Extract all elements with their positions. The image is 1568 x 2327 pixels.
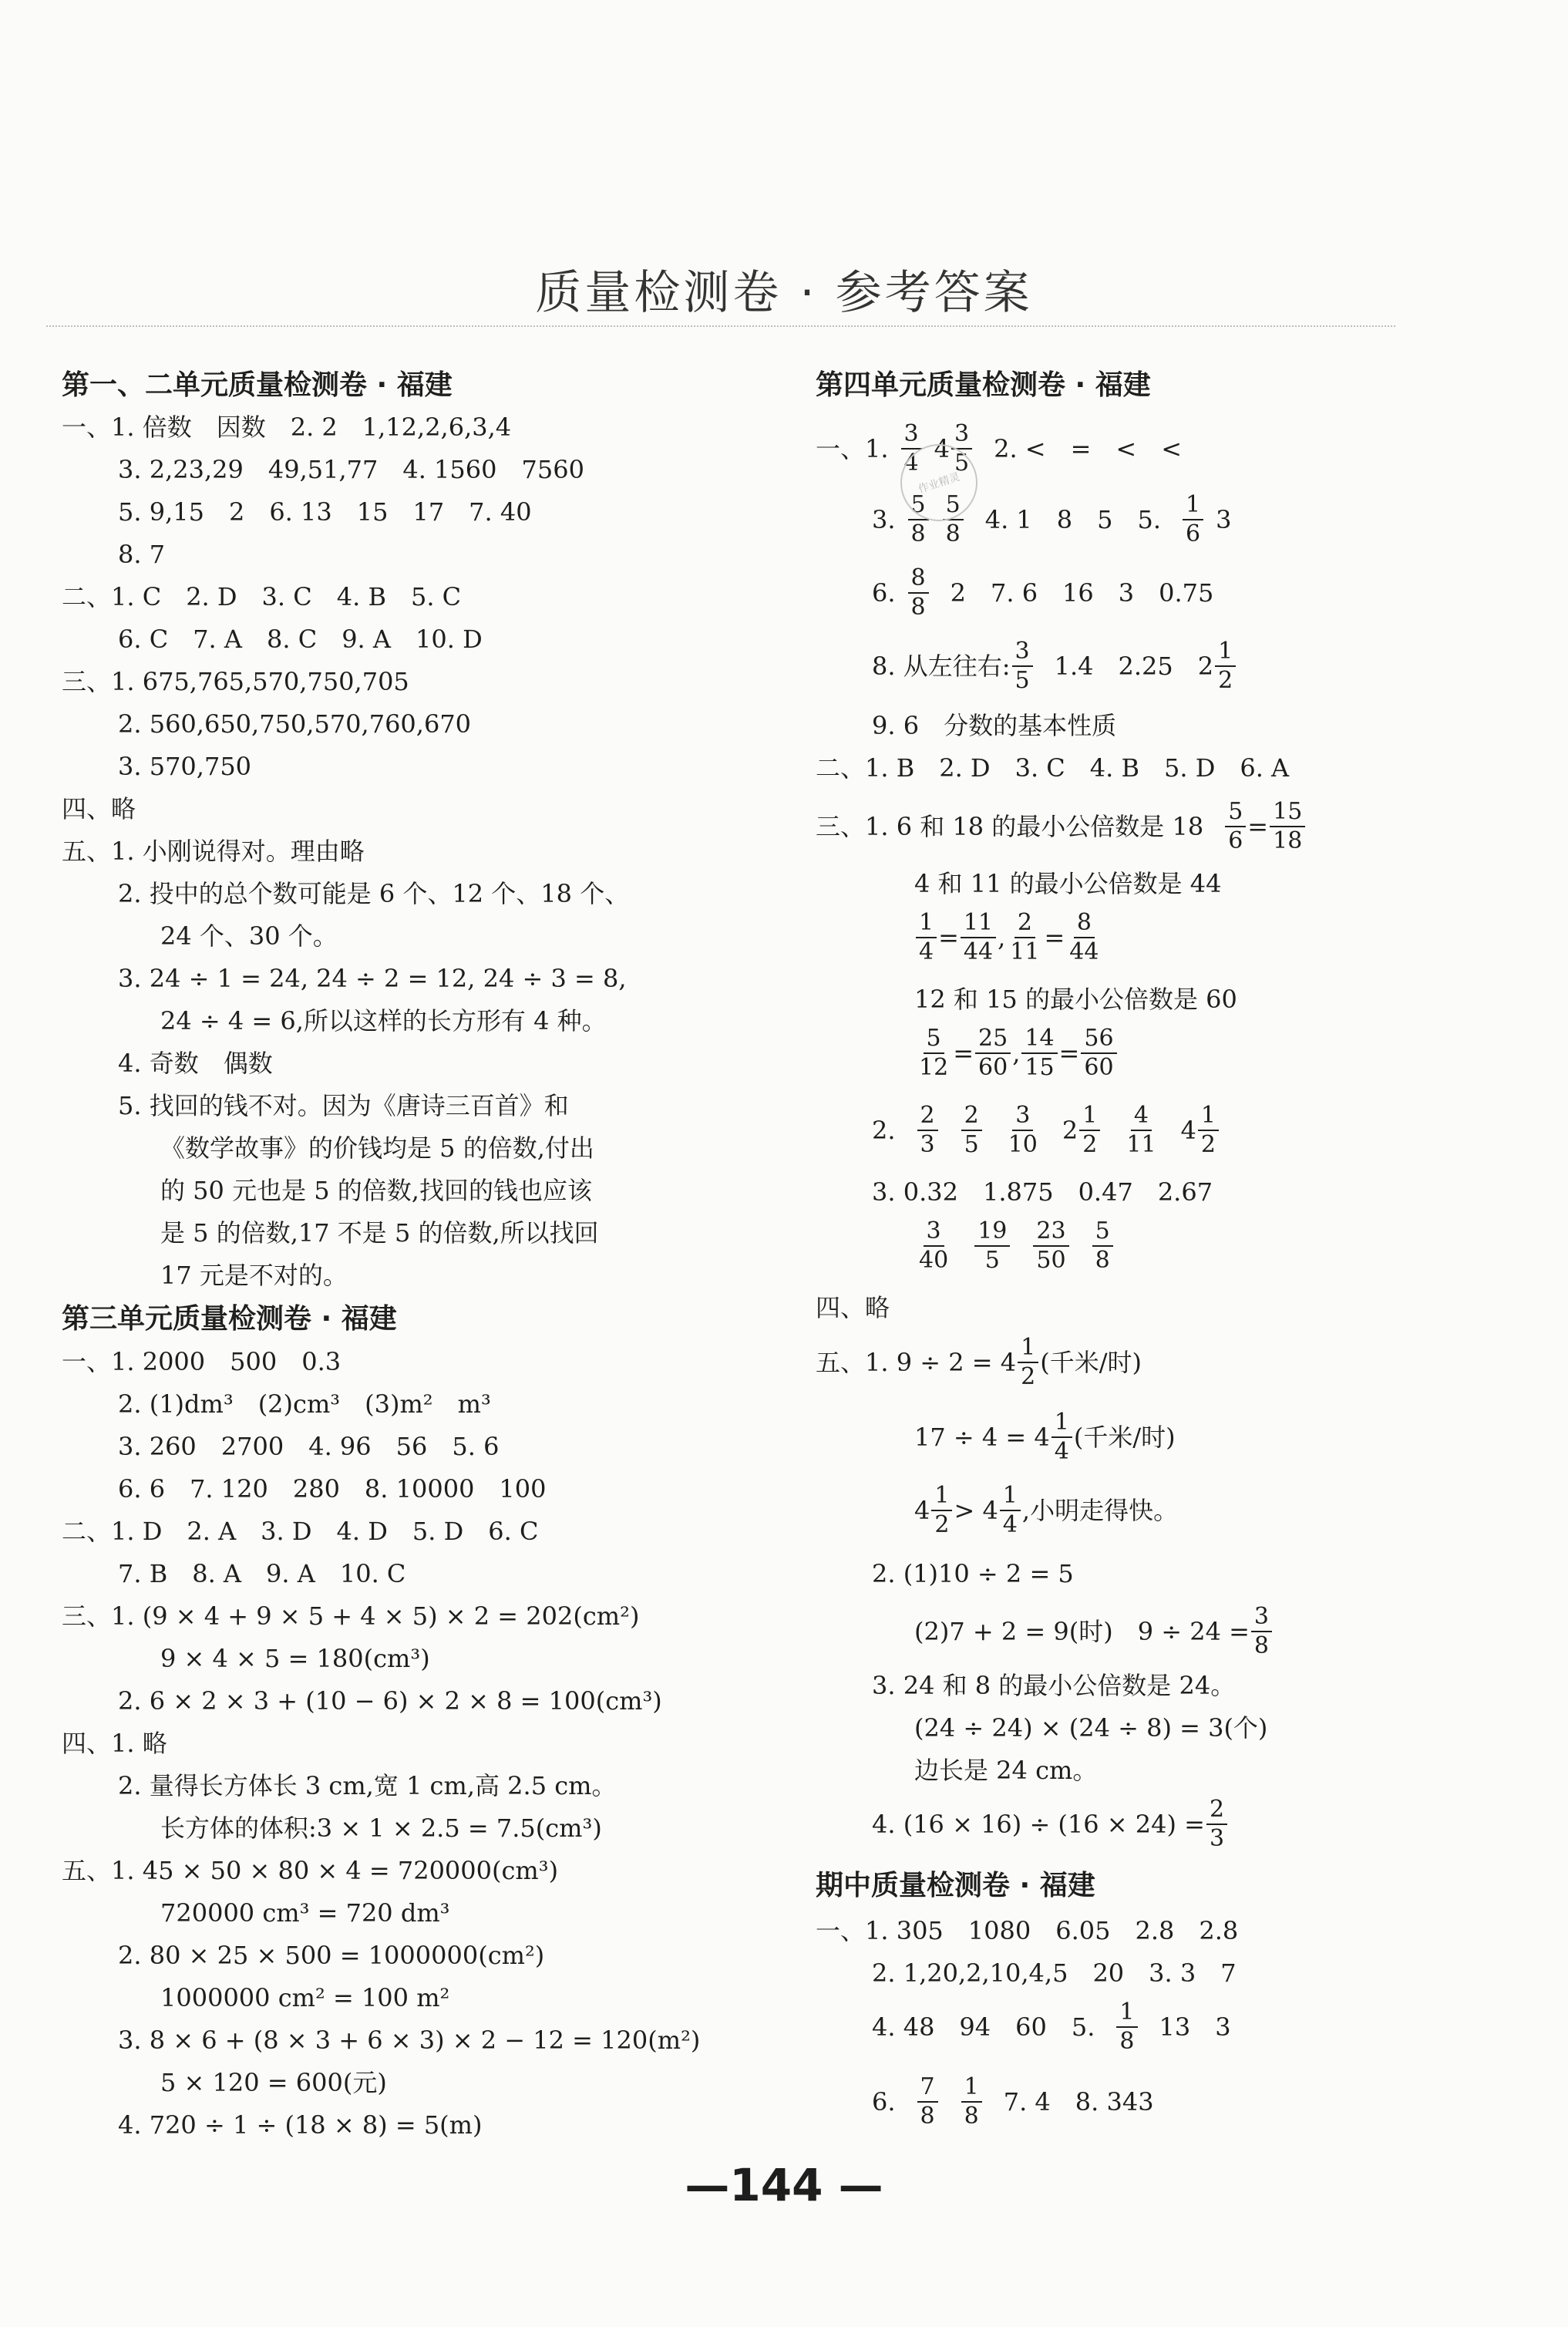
whole-part: 4 bbox=[914, 1496, 930, 1525]
answer-text: 1.4 2.25 2 bbox=[1054, 652, 1214, 681]
answer-line: 2. (1)dm³ (2)cm³ (3)m² m³ bbox=[118, 1389, 491, 1419]
answer-line: 3. 8 × 6 + (8 × 3 + 6 × 3) × 2 − 12 = 120(m²) bbox=[118, 2026, 701, 2055]
fraction: 3 10 bbox=[1008, 1102, 1038, 1158]
answer-line bbox=[872, 564, 1214, 621]
fraction: $\frac{56}{60}$ bbox=[1081, 1027, 1116, 1079]
answer-line: 是 5 的倍数,17 不是 5 的倍数,所以找回 bbox=[160, 1218, 599, 1248]
fraction: 1 2 bbox=[1198, 1104, 1219, 1157]
fraction: 1 2 bbox=[1079, 1104, 1100, 1157]
answer-line: 五、1. 小刚说得对。理由略 bbox=[62, 837, 365, 866]
item-number: 6. bbox=[872, 2087, 896, 2117]
answer-line bbox=[872, 1104, 1220, 1157]
answer-line: 一、1. 2000 500 0.3 bbox=[62, 1347, 342, 1376]
watermark-stamp: 作业精灵 bbox=[890, 434, 988, 531]
fraction: 7 8 bbox=[917, 2076, 938, 2128]
fraction: 3 5 bbox=[1012, 640, 1033, 692]
answer-line: 2. (1)10 ÷ 2 = 5 bbox=[872, 1559, 1074, 1588]
section-heading: 第三单元质量检测卷 · 福建 bbox=[62, 1303, 397, 1335]
item-number: 一、1. bbox=[816, 434, 889, 463]
fraction: $\frac{8}{44}$ bbox=[1069, 909, 1099, 965]
answer-line: 二、1. C 2. D 3. C 4. B 5. C bbox=[62, 582, 462, 611]
answer-text: 三、1. 6 和 18 的最小公倍数是 18 bbox=[816, 812, 1204, 841]
answer-line: 边长是 24 cm。 bbox=[914, 1756, 1098, 1785]
fraction: $\frac{14}{15}$ bbox=[1021, 1027, 1057, 1079]
fraction: 3 40 bbox=[919, 1217, 949, 1274]
fraction: 1 8 bbox=[961, 2076, 982, 2128]
answer-text: 2. < = < < bbox=[994, 434, 1183, 463]
equals-sign: = bbox=[1044, 923, 1065, 952]
answer-line: 2. 560,650,750,570,760,670 bbox=[118, 709, 472, 739]
answer-line: 三、1. (9 × 4 + 9 × 5 + 4 × 5) × 2 = 202(cm²) bbox=[62, 1601, 640, 1631]
section-heading: 期中质量检测卷 · 福建 bbox=[816, 1870, 1095, 1901]
fraction: 1 8 bbox=[1116, 2001, 1137, 2053]
page-number: —144 — bbox=[685, 2159, 883, 2211]
answer-line bbox=[914, 1484, 1178, 1537]
fraction: 3 5 bbox=[951, 423, 972, 475]
fraction: 5 8 bbox=[1092, 1220, 1113, 1272]
answer-line: 12 和 15 的最小公倍数是 60 bbox=[914, 985, 1237, 1014]
answer-line: 3. 24 ÷ 1 = 24, 24 ÷ 2 = 12, 24 ÷ 3 = 8, bbox=[118, 964, 627, 993]
whole-part: 2 bbox=[1062, 1116, 1078, 1145]
fraction: 4 11 bbox=[1126, 1102, 1156, 1158]
fraction: $\frac{5}{12}$ bbox=[919, 1025, 949, 1081]
fraction: $\frac{25}{60}$ bbox=[975, 1027, 1011, 1079]
page-title: 质量检测卷 · 参考答案 bbox=[535, 266, 1033, 320]
answer-text: > 4 bbox=[954, 1496, 998, 1525]
answer-line: 3. 2,23,29 49,51,77 4. 1560 7560 bbox=[118, 455, 584, 484]
answer-line: 1000000 cm² = 100 m² bbox=[160, 1983, 450, 2012]
equals-sign: = bbox=[953, 1039, 974, 1068]
fraction: $\frac{11}{44}$ bbox=[961, 911, 996, 964]
answer-line: (24 ÷ 24) × (24 ÷ 8) = 3(个) bbox=[914, 1713, 1268, 1743]
fraction: 1 6 bbox=[1183, 493, 1203, 546]
answer-line bbox=[914, 1217, 1115, 1274]
answer-line: 四、略 bbox=[62, 794, 136, 823]
separator: , bbox=[1012, 1039, 1021, 1068]
answer-line: 2. 量得长方体长 3 cm,宽 1 cm,高 2.5 cm。 bbox=[118, 1771, 617, 1800]
answer-text: 13 3 bbox=[1159, 2012, 1231, 2042]
whole-part: 4 bbox=[1180, 1116, 1196, 1145]
answer-text: 五、1. 9 ÷ 2 = 4 bbox=[816, 1348, 1017, 1377]
answer-line: 720000 cm³ = 720 dm³ bbox=[160, 1898, 450, 1928]
fraction: $\frac{5}{6}$ bbox=[1225, 800, 1246, 853]
fraction: 1 2 bbox=[931, 1484, 952, 1537]
answer-text: 3 bbox=[1216, 505, 1232, 534]
answer-line: 一、1. 倍数 因数 2. 2 1,12,2,6,3,4 bbox=[62, 413, 512, 442]
item-number: 3. bbox=[872, 505, 896, 534]
answer-line: 5. 找回的钱不对。因为《唐诗三百首》和 bbox=[118, 1091, 569, 1120]
answer-line: 6. C 7. A 8. C 9. A 10. D bbox=[118, 625, 483, 654]
answer-line: 24 个、30 个。 bbox=[160, 921, 338, 951]
answer-line bbox=[816, 1336, 1142, 1389]
answer-line: 2. 1,20,2,10,4,5 20 3. 3 7 bbox=[872, 1958, 1237, 1988]
answer-line: 3. 0.32 1.875 0.47 2.67 bbox=[872, 1177, 1213, 1207]
answer-line bbox=[914, 1605, 1274, 1658]
answer-line: 3. 260 2700 4. 96 56 5. 6 bbox=[118, 1432, 500, 1461]
answer-line: 4. 奇数 偶数 bbox=[118, 1049, 273, 1078]
answer-line: 9. 6 分数的基本性质 bbox=[872, 711, 1117, 740]
answer-line: 长方体的体积:3 × 1 × 2.5 = 7.5(cm³) bbox=[160, 1813, 602, 1843]
item-number: 2. bbox=[872, 1116, 896, 1145]
fraction: 1 4 bbox=[1000, 1484, 1021, 1537]
answer-text: (2)7 + 2 = 9(时) 9 ÷ 24 = bbox=[914, 1617, 1250, 1646]
answer-line bbox=[914, 1411, 1176, 1463]
fraction: 1 2 bbox=[1018, 1336, 1038, 1389]
answer-text: 8. 从左往右: bbox=[872, 652, 1011, 681]
answer-text: (千米/时) bbox=[1073, 1423, 1176, 1452]
fraction: $\frac{1}{4}$ bbox=[916, 911, 937, 964]
answer-line: 2. 80 × 25 × 500 = 1000000(cm²) bbox=[118, 1941, 545, 1970]
answer-line: 的 50 元也是 5 的倍数,找回的钱也应该 bbox=[160, 1176, 592, 1205]
answer-line: 6. 6 7. 120 280 8. 10000 100 bbox=[118, 1474, 547, 1504]
answer-line: 3. 24 和 8 的最小公倍数是 24。 bbox=[872, 1671, 1236, 1700]
answer-line: 四、略 bbox=[816, 1293, 890, 1322]
answer-line: 9 × 4 × 5 = 180(cm³) bbox=[160, 1644, 430, 1673]
fraction: 3 4 bbox=[901, 423, 922, 475]
answer-line: 17 元是不对的。 bbox=[160, 1261, 348, 1290]
whole-part: 4 bbox=[934, 434, 950, 463]
answer-line: 4. 720 ÷ 1 ÷ (18 × 8) = 5(m) bbox=[118, 2110, 483, 2140]
equals-sign: = bbox=[1247, 812, 1269, 841]
answer-line: 2. 6 × 2 × 3 + (10 − 6) × 2 × 8 = 100(cm³) bbox=[118, 1686, 662, 1716]
answer-text: 17 ÷ 4 = 4 bbox=[914, 1423, 1050, 1452]
fraction: 1 4 bbox=[1052, 1411, 1072, 1463]
answer-text: (千米/时) bbox=[1040, 1348, 1142, 1377]
equals-sign: = bbox=[1058, 1039, 1080, 1068]
answer-line: 四、1. 略 bbox=[62, 1729, 167, 1758]
fraction: 2 3 bbox=[917, 1104, 938, 1157]
answer-line bbox=[816, 420, 1183, 477]
answer-line: 2. 投中的总个数可能是 6 个、12 个、18 个、 bbox=[118, 879, 630, 908]
answer-line: 3. 570,750 bbox=[118, 752, 252, 781]
answer-text: ,小明走得快。 bbox=[1021, 1496, 1179, 1525]
answer-line: 24 ÷ 4 = 6,所以这样的长方形有 4 种。 bbox=[160, 1006, 607, 1036]
fraction: 8 8 bbox=[908, 567, 929, 619]
fraction: 2 5 bbox=[961, 1104, 982, 1157]
answer-line: 8. 7 bbox=[118, 540, 166, 569]
answer-line bbox=[872, 640, 1237, 692]
answer-text: 4. 1 8 5 5. bbox=[984, 505, 1162, 534]
answer-text: 4. 48 94 60 5. bbox=[872, 2012, 1095, 2042]
answer-line bbox=[914, 1027, 1119, 1079]
equals-sign: = bbox=[938, 923, 959, 952]
item-number: 6. bbox=[872, 578, 896, 608]
answer-text: 2 7. 6 16 3 0.75 bbox=[950, 578, 1214, 608]
fraction: 5 8 bbox=[908, 493, 929, 546]
answer-line bbox=[872, 1798, 1229, 1850]
answer-line: 《数学故事》的价钱均是 5 的倍数,付出 bbox=[160, 1133, 594, 1163]
fraction: $\frac{2}{11}$ bbox=[1010, 909, 1040, 965]
answer-line: 一、1. 305 1080 6.05 2.8 2.8 bbox=[816, 1916, 1239, 1945]
title-divider bbox=[46, 325, 1395, 327]
answer-line bbox=[914, 911, 1103, 964]
answer-text: 4. (16 × 16) ÷ (16 × 24) = bbox=[872, 1810, 1205, 1839]
answer-line: 5 × 120 = 600(元) bbox=[160, 2068, 387, 2097]
fraction: 23 50 bbox=[1033, 1220, 1068, 1272]
fraction: 1 2 bbox=[1215, 640, 1236, 692]
answer-line: 5. 9,15 2 6. 13 15 17 7. 40 bbox=[118, 497, 532, 527]
answer-line: 五、1. 45 × 50 × 80 × 4 = 720000(cm³) bbox=[62, 1856, 559, 1885]
answer-line: 三、1. 675,765,570,750,705 bbox=[62, 667, 409, 696]
fraction: $\frac{3}{8}$ bbox=[1251, 1605, 1272, 1658]
answer-line bbox=[872, 2073, 1154, 2130]
answer-line: 二、1. D 2. A 3. D 4. D 5. D 6. C bbox=[62, 1517, 539, 1546]
fraction: $\frac{15}{18}$ bbox=[1270, 800, 1305, 853]
section-heading: 第一、二单元质量检测卷 · 福建 bbox=[62, 369, 453, 401]
fraction: 19 5 bbox=[974, 1220, 1010, 1272]
separator: , bbox=[998, 923, 1006, 952]
fraction: $\frac{2}{3}$ bbox=[1206, 1798, 1227, 1850]
answer-text: 7. 4 8. 343 bbox=[1003, 2087, 1154, 2117]
answer-line: 4 和 11 的最小公倍数是 44 bbox=[914, 869, 1222, 898]
answer-line bbox=[872, 2001, 1231, 2053]
answer-line: 7. B 8. A 9. A 10. C bbox=[118, 1559, 406, 1588]
section-heading: 第四单元质量检测卷 · 福建 bbox=[816, 369, 1151, 401]
answer-line bbox=[816, 800, 1307, 853]
fraction: 5 8 bbox=[943, 493, 964, 546]
answer-line: 二、1. B 2. D 3. C 4. B 5. D 6. A bbox=[816, 753, 1290, 783]
